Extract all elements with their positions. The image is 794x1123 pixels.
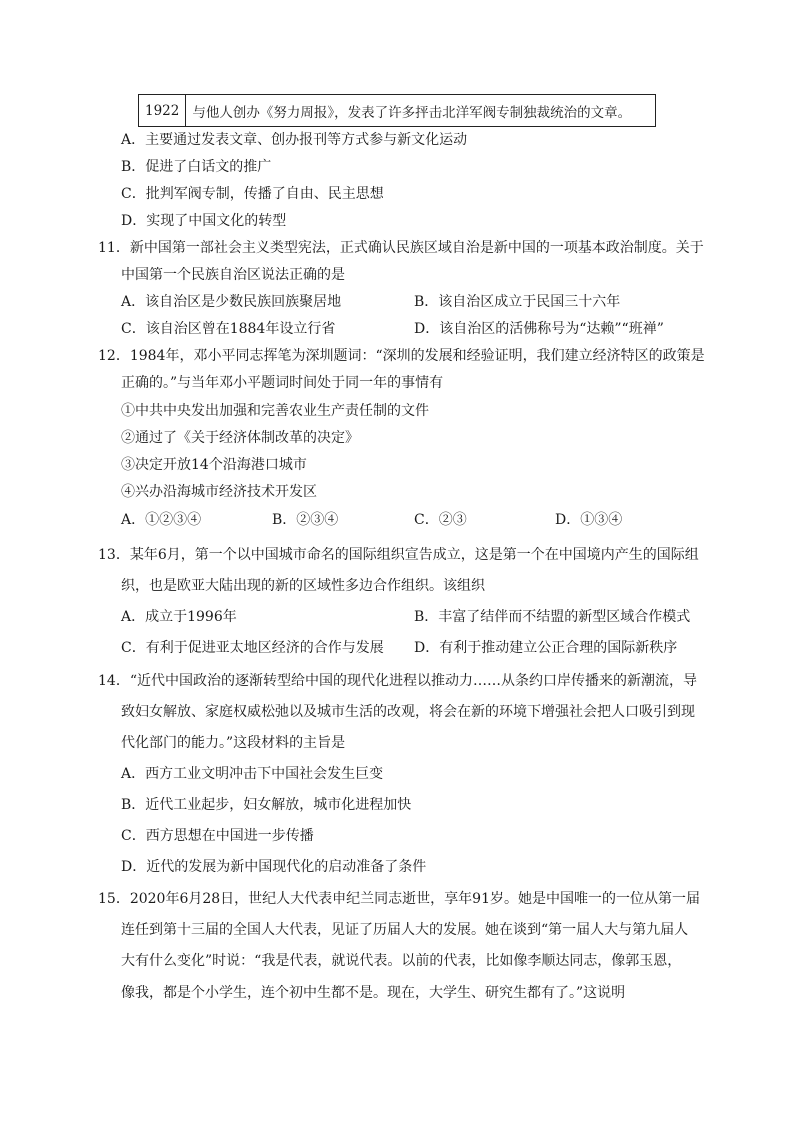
q12-option-a: A．①②③④ — [121, 512, 202, 528]
event-table — [138, 94, 656, 127]
q12-stem-line1: 12．1984年，邓小平同志挥笔为深圳题词：“深圳的发展和经验证明，我们建立经济特区的政策是 — [98, 348, 705, 364]
q11-stem-line1: 11．新中国第一部社会主义类型宪法，正式确认民族区域自治是新中国的一项基本政治制度。关于 — [98, 240, 704, 256]
q15-stem-line3: 大有什么变化”时说：“我是代表，就说代表。以前的代表，比如像李顺达同志，像郭玉恩， — [121, 953, 682, 969]
q13-option-c: C．有利于促进亚太地区经济的合作与发展 — [121, 640, 384, 656]
table-event-cell: 与他人创办《努力周报》，发表了许多抨击北洋军阀专制独裁统治的文章。 — [186, 95, 656, 127]
q14-stem-line3: 代化部门的能力。”这段材料的主旨是 — [121, 735, 346, 751]
q14-option-b: B．近代工业起步，妇女解放，城市化进程加快 — [121, 797, 412, 813]
q12-item-1: ①中共中央发出加强和完善农业生产责任制的文件 — [121, 403, 429, 419]
q15-stem-line1: 15．2020年6月28日，世纪人大代表申纪兰同志逝世，享年91岁。她是中国唯一的一位从第一届 — [98, 891, 700, 907]
q11-stem-line2: 中国第一个民族自治区说法正确的是 — [121, 267, 345, 283]
table-row — [139, 95, 656, 127]
q10-option-c: C．批判军阀专制，传播了自由、民主思想 — [121, 186, 384, 202]
q13-option-d: D．有利于推动建立公正合理的国际新秩序 — [414, 640, 678, 656]
q12-option-d: D．①③④ — [555, 512, 623, 528]
q12-item-3: ③决定开放14个沿海港口城市 — [121, 457, 307, 473]
q12-option-b: B．②③④ — [272, 512, 339, 528]
q12-item-4: ④兴办沿海城市经济技术开发区 — [121, 484, 317, 500]
q15-stem-line4: 像我，都是个小学生，连个初中生都不是。现在，大学生、研究生都有了。”这说明 — [121, 985, 626, 1001]
q14-stem-line1: 14．“近代中国政治的逐渐转型给中国的现代化进程以推动力……从条约口岸传播来的新潮流，导 — [98, 673, 697, 689]
q13-option-a: A．成立于1996年 — [121, 609, 237, 625]
q13-stem-line1: 13．某年6月，第一个以中国城市命名的国际组织宣告成立，这是第一个在中国境内产生的国际组 — [98, 547, 699, 563]
q10-option-d: D．实现了中国文化的转型 — [121, 213, 287, 229]
table-year-cell: 1922 — [139, 95, 186, 127]
q11-option-d: D．该自治区的活佛称号为“达赖”“班禅” — [414, 321, 664, 337]
q13-option-b: B．丰富了结伴而不结盟的新型区域合作模式 — [414, 609, 691, 625]
q11-option-c: C．该自治区曾在1884年设立行省 — [121, 321, 336, 337]
q12-stem-line2: 正确的。”与当年邓小平题词时间处于同一年的事情有 — [121, 375, 444, 391]
q11-option-b: B．该自治区成立于民国三十六年 — [414, 294, 621, 310]
q13-stem-line2: 织，也是欧亚大陆出现的新的区域性多边合作组织。该组织 — [121, 578, 485, 594]
q10-option-a: A．主要通过发表文章、创办报刊等方式参与新文化运动 — [121, 132, 468, 148]
q14-stem-line2: 致妇女解放、家庭权威松弛以及城市生活的改观，将会在新的环境下增强社会把人口吸引到现 — [121, 704, 695, 720]
q12-option-c: C．②③ — [414, 512, 467, 528]
q14-option-c: C．西方思想在中国进一步传播 — [121, 828, 314, 844]
q10-option-b: B．促进了白话文的推广 — [121, 159, 272, 175]
q15-stem-line2: 连任到第十三届的全国人大代表，见证了历届人大的发展。她在谈到“第一届人大与第九届人 — [121, 922, 689, 938]
q14-option-d: D．近代的发展为新中国现代化的启动准备了条件 — [121, 859, 427, 875]
q11-option-a: A．该自治区是少数民族回族聚居地 — [121, 294, 342, 310]
q12-item-2: ②通过了《关于经济体制改革的决定》 — [121, 430, 359, 446]
q14-option-a: A．西方工业文明冲击下中国社会发生巨变 — [121, 766, 384, 782]
